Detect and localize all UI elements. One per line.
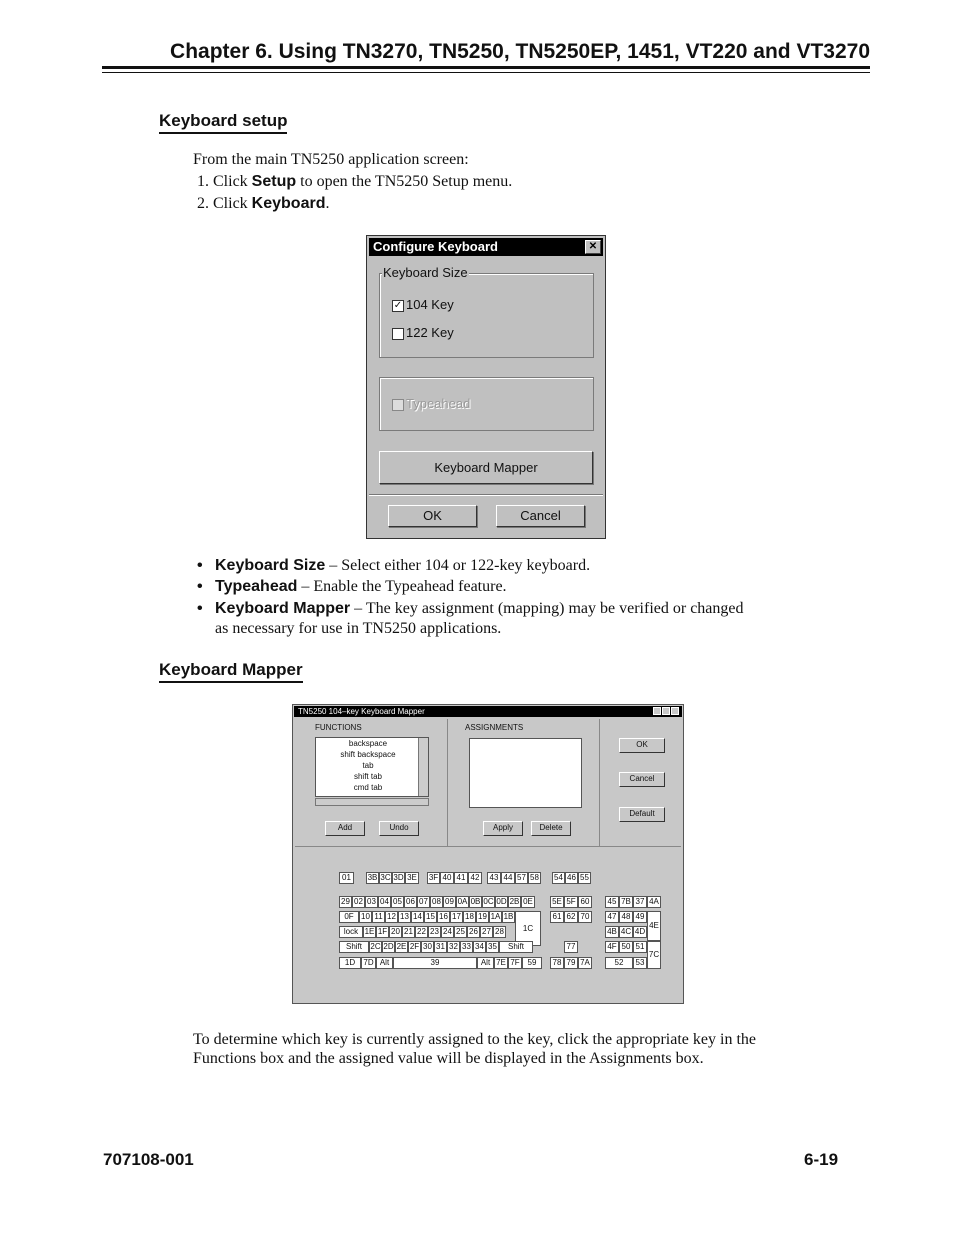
bullet-glyph: • [197,578,203,595]
key[interactable]: 77 [564,941,578,953]
key[interactable]: 7E [494,957,508,969]
key[interactable]: 0D [496,897,507,906]
bullet-desc: – The key assignment (mapping) may be verified or changed [350,600,744,617]
dialog-title-bar [369,238,603,256]
key[interactable]: 43 [487,872,501,884]
key[interactable]: 4D [634,927,646,936]
bullet-glyph: • [197,557,203,574]
section-heading-keyboard-mapper: Keyboard Mapper [159,660,303,683]
key[interactable]: 08 [430,896,443,908]
key[interactable]: 41 [454,872,468,884]
key[interactable]: 48 [619,911,633,923]
bullet-term: Keyboard Size [215,557,326,574]
key[interactable]: 12 [385,911,398,923]
document-number: 707108-001 [103,1150,194,1169]
key[interactable]: Shift [339,941,369,953]
key[interactable]: 53 [633,957,647,969]
step-2 [197,194,329,214]
key[interactable]: 39 [393,957,477,969]
key[interactable]: 25 [454,926,467,938]
section-heading-keyboard-setup: Keyboard setup [159,111,287,134]
key[interactable]: 7B [619,896,633,908]
key[interactable]: 02 [352,896,365,908]
cancel-button[interactable]: Cancel [496,505,585,527]
key[interactable]: 1D [339,957,361,969]
key[interactable]: 14 [411,911,424,923]
key[interactable]: 24 [441,926,454,938]
key[interactable]: 31 [434,941,447,953]
key[interactable]: 79 [564,957,578,969]
key[interactable]: 5F [564,896,578,908]
key[interactable]: 40 [440,872,454,884]
key[interactable]: Alt [376,957,393,969]
default-button[interactable]: Default [619,807,665,822]
key[interactable]: 03 [365,896,378,908]
key[interactable]: 30 [421,941,434,953]
key[interactable]: 32 [447,941,460,953]
bullet-desc: – Select either 104 or 122-key keyboard. [325,557,591,574]
key[interactable]: 3F [428,873,439,882]
key[interactable]: 04 [378,896,391,908]
key[interactable]: 3C [380,873,391,882]
mapper-ok-button[interactable]: OK [619,738,665,753]
close-icon[interactable]: ✕ [585,240,601,254]
paragraph-line-1: To determine which key is currently assigned to the key, click the appropriate key in the [193,1031,756,1048]
dialog-divider [369,494,603,495]
key[interactable]: 58 [528,872,541,884]
key[interactable]: 0A [457,897,468,906]
key[interactable]: Shift [499,941,533,953]
key[interactable]: 17 [450,911,463,923]
key[interactable]: 59 [522,957,542,969]
key[interactable]: 21 [402,926,415,938]
key[interactable]: 2F [409,942,420,951]
key[interactable]: 35 [486,941,499,953]
bullet-keyboard-mapper-text [215,599,835,619]
key[interactable]: 7A [578,957,592,969]
key[interactable]: 2C [370,942,381,951]
bullet-term: Keyboard Mapper [215,600,351,617]
key[interactable]: lock [339,926,363,938]
checkbox-104-key[interactable]: ✓ [393,300,403,311]
keyboard-mapper-button[interactable]: Keyboard Mapper [379,451,593,484]
label-122-key: 122 Key [406,325,454,340]
header-rule-thin [102,72,870,73]
assignments-label: ASSIGNMENTS [465,723,524,732]
key[interactable]: 7F [508,957,522,969]
key[interactable]: 54 [552,872,565,884]
key[interactable]: 62 [564,911,578,923]
key[interactable]: 33 [460,941,473,953]
step-1 [197,172,512,192]
paragraph-line-2: Functions box and the assigned value will be displayed in the Assignments box. [193,1050,704,1067]
step-2-bold: Keyboard [251,195,326,212]
list-item[interactable]: tab [362,761,374,770]
mapper-cancel-button[interactable]: Cancel [619,772,665,787]
functions-label: FUNCTIONS [315,723,362,732]
key[interactable]: 49 [633,911,647,923]
key[interactable]: 60 [578,896,592,908]
bullet-glyph: • [197,600,203,617]
checkbox-typeahead[interactable] [392,399,404,411]
bullet-keyboard-mapper-text-2: as necessary for use in TN5250 applications. [215,620,502,637]
key[interactable]: 5E [550,896,564,908]
bullet-keyboard-size [197,556,203,576]
list-item[interactable]: shift tab [353,772,382,781]
key[interactable]: 07 [417,896,430,908]
key[interactable]: 29 [339,896,352,908]
key[interactable]: 20 [389,926,402,938]
key[interactable]: 4F [605,941,619,953]
key[interactable]: 78 [550,957,564,969]
step-2-suffix: . [325,195,330,212]
numpad-enter-key[interactable]: 7C [647,941,661,969]
key[interactable]: 18 [463,911,476,923]
key[interactable]: 2D [383,942,394,951]
bullet-term: Typeahead [215,578,298,595]
key[interactable]: 0E [521,896,535,908]
key[interactable]: 7D [361,957,376,969]
key[interactable]: 2E [396,942,407,951]
key[interactable]: 01 [339,872,354,884]
dialog-title: Configure Keyboard [373,239,498,254]
chapter-title: Chapter 6. Using TN3270, TN5250, TN5250EP, 1451, VT220 and VT3270 [170,40,870,63]
add-button[interactable]: Add [325,821,365,836]
key[interactable]: 44 [501,872,515,884]
list-item[interactable]: shift backspace [340,750,396,759]
key[interactable]: 45 [605,896,619,908]
key[interactable]: 0C [483,897,494,906]
key[interactable]: 4A [647,896,661,908]
key[interactable]: 51 [633,941,647,953]
bullet-keyboard-mapper [197,599,203,619]
key[interactable]: 26 [467,926,480,938]
key[interactable]: 3D [393,873,404,882]
numpad-plus-key[interactable]: 4E [647,911,661,941]
header-rule-thick [102,66,870,69]
key[interactable]: 50 [619,941,633,953]
key[interactable]: 11 [372,911,385,923]
key[interactable]: 37 [633,896,647,908]
key[interactable]: 0B [470,897,481,906]
list-item[interactable]: cmd tab [353,783,383,792]
page-number: 6-19 [804,1150,839,1169]
delete-button[interactable]: Delete [531,821,571,836]
key[interactable]: 28 [493,926,506,938]
bullet-keyboard-size-text [215,556,590,576]
checkbox-122-key[interactable] [392,328,404,340]
keyboard-mapper-window [292,704,684,1004]
key[interactable]: 4C [620,927,632,936]
key[interactable]: 22 [415,926,428,938]
key[interactable]: 16 [437,911,450,923]
key[interactable]: 0F [339,911,359,923]
key[interactable]: 1B [503,912,514,921]
keyboard-layout [293,705,683,1003]
key[interactable]: Alt [477,957,494,969]
keyboard-size-group [379,273,594,358]
key[interactable]: 27 [480,926,493,938]
step-2-prefix: 2. Click [197,195,252,212]
key[interactable]: 55 [578,872,591,884]
step-1-suffix: to open the TN5250 Setup menu. [296,173,513,190]
bullet-desc: – Enable the Typeahead feature. [297,578,507,595]
configure-keyboard-dialog [366,235,606,539]
key[interactable]: 1A [490,912,501,921]
key[interactable]: 47 [605,911,619,923]
key[interactable]: 06 [404,896,417,908]
ok-button[interactable]: OK [388,505,477,527]
key[interactable]: 15 [424,911,437,923]
key[interactable]: 23 [428,926,441,938]
key[interactable]: 57 [515,872,528,884]
key[interactable]: 3B [367,873,378,882]
key[interactable]: 42 [468,872,482,884]
key[interactable]: 61 [550,911,564,923]
key[interactable]: 3E [405,872,419,884]
mapper-title: TN5250 104–key Keyboard Mapper [298,707,425,716]
key[interactable]: 52 [605,957,633,969]
list-item[interactable]: backspace [348,739,388,748]
key[interactable]: 34 [473,941,486,953]
undo-button[interactable]: Undo [379,821,419,836]
key[interactable]: 1E [364,927,375,936]
key[interactable]: 70 [578,911,592,923]
bullet-typeahead-text [215,577,507,597]
step-1-prefix: 1. Click [197,173,252,190]
key[interactable]: 4B [605,926,619,938]
bullet-typeahead [197,577,203,597]
intro-text: From the main TN5250 application screen: [193,151,469,168]
label-typeahead: Typeahead [406,396,471,411]
key[interactable]: 19 [476,911,489,923]
key[interactable]: 46 [565,872,578,884]
key[interactable]: 09 [443,896,456,908]
label-104-key: 104 Key [406,297,454,312]
keyboard-size-label: Keyboard Size [383,265,468,280]
key[interactable]: 1F [377,927,388,936]
enter-key[interactable]: 1C [515,911,541,946]
apply-button[interactable]: Apply [483,821,523,836]
key[interactable]: 10 [359,911,372,923]
key[interactable]: 13 [398,911,411,923]
key[interactable]: 2B [509,897,520,906]
step-1-bold: Setup [251,173,297,190]
key[interactable]: 05 [391,896,404,908]
